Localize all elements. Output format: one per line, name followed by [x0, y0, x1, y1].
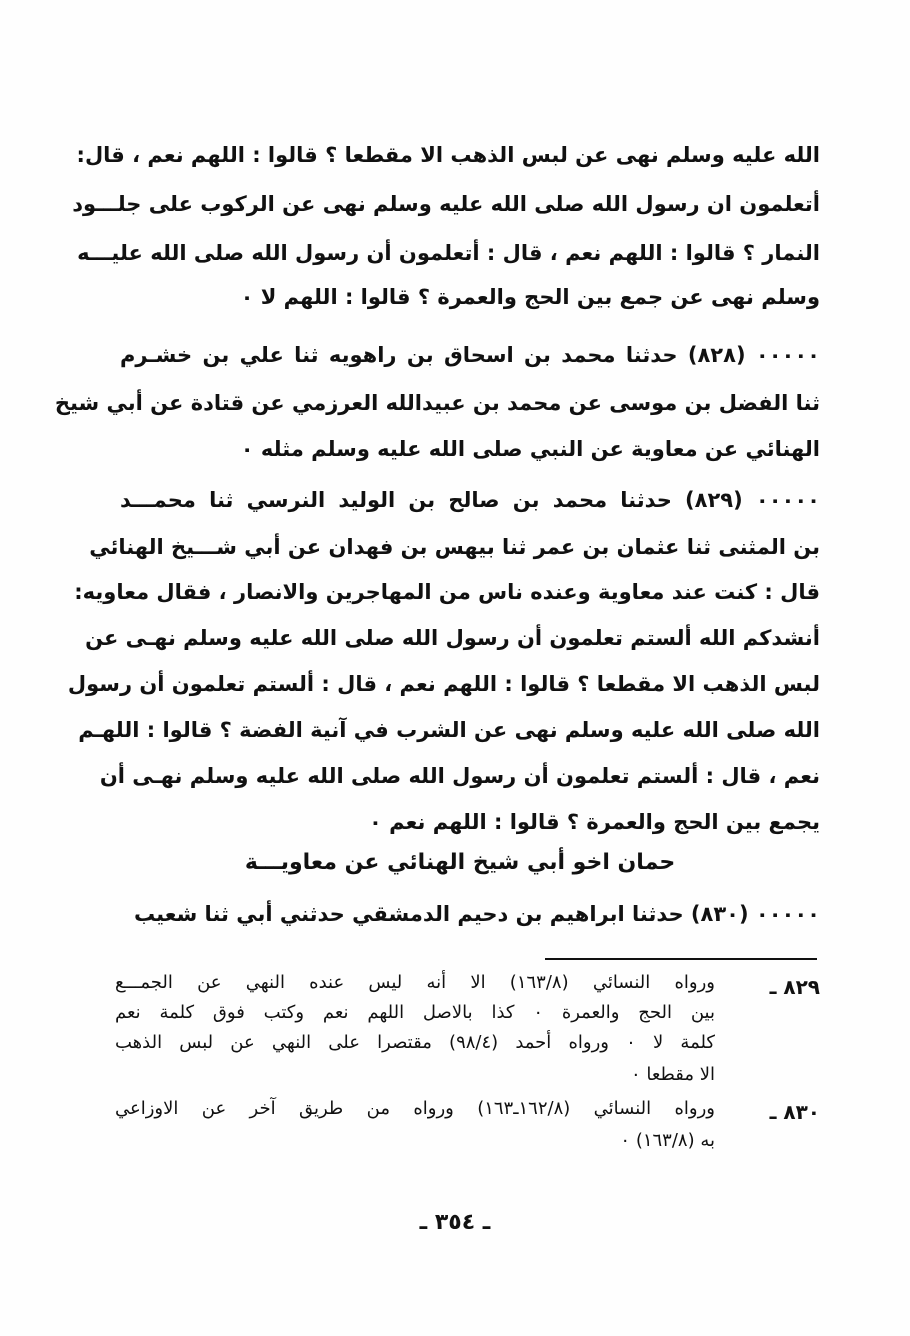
- body-line-4: وسلم نهى عن جمع بين الحج والعمرة ؟ قالوا : اللهم لا ٠: [240, 285, 820, 309]
- footnote-830-line-1: ورواه النسائي (١٦٢/٨ـ١٦٣) ورواه من طريق آخر عن الاوزاعي: [115, 1098, 715, 1119]
- footnote-829-number: ٨٢٩ ـ: [769, 975, 820, 999]
- hadith-828-line-1: ٠٠٠٠٠ (٨٢٨) حدثنا محمد بن اسحاق بن راهويه ثنا علي بن خشـرم: [120, 343, 820, 367]
- body-line-1: الله عليه وسلم نهى عن لبس الذهب الا مقطعا ؟ قالوا : اللهم نعم ، قال:: [76, 143, 820, 167]
- footnote-829-line-1: ورواه النسائي (١٦٣/٨) الا أنه ليس عنده النهي عن الجمـــع: [115, 972, 715, 993]
- hadith-828-line-3: الهنائي عن معاوية عن النبي صلى الله عليه وسلم مثله ٠: [240, 437, 820, 461]
- page-number: ـ ٣٥٤ ـ: [419, 1210, 491, 1235]
- footnote-830-number: ٨٣٠ ـ: [769, 1100, 820, 1124]
- hadith-829-line-4: أنشدكم الله ألستم تعلمون أن رسول الله صلى الله عليه وسلم نهـى عن: [85, 626, 820, 650]
- footnote-830-line-2: به (١٦٣/٨) ٠: [620, 1130, 715, 1151]
- hadith-829-line-3: قال : كنت عند معاوية وعنده ناس من المهاجرين والانصار ، فقال معاويه:: [74, 580, 820, 604]
- body-line-2: أتعلمون ان رسول الله صلى الله عليه وسلم نهى عن الركوب على جلـــود: [72, 192, 820, 216]
- hadith-828-line-2: ثنا الفضل بن موسى عن محمد بن عبيدالله العرزمي عن قتادة عن أبي شيخ: [54, 391, 820, 415]
- footnote-829-line-4: الا مقطعا ٠: [630, 1064, 715, 1085]
- hadith-829-line-6: الله صلى الله عليه وسلم نهى عن الشرب في آنية الفضة ؟ قالوا : اللهـم: [78, 718, 820, 742]
- hadith-829-line-8: يجمع بين الحج والعمرة ؟ قالوا : اللهم نعم ٠: [369, 810, 820, 834]
- hadith-829-line-7: نعم ، قال : ألستم تعلمون أن رسول الله صلى الله عليه وسلم نهـى أن: [99, 764, 820, 788]
- hadith-829-line-5: لبس الذهب الا مقطعا ؟ قالوا : اللهم نعم ، قال : ألستم تعلمون أن رسول: [67, 672, 820, 696]
- footnote-829-line-2: بين الحج والعمرة ٠ كذا بالاصل اللهم نعم وكتب فوق كلمة نعم: [115, 1002, 716, 1023]
- body-line-3: النمار ؟ قالوا : اللهم نعم ، قال : أتعلمون أن رسول الله صلى الله عليـــه: [77, 241, 820, 265]
- section-heading: حمان اخو أبي شيخ الهنائي عن معاويـــة: [244, 850, 676, 875]
- footnote-rule: [545, 958, 817, 960]
- hadith-829-line-2: بن المثنى ثنا عثمان بن عمر ثنا بيهس بن فهدان عن أبي شـــيخ الهنائي: [89, 535, 820, 559]
- footnote-829-line-3: كلمة لا ٠ ورواه أحمد (٩٨/٤) مقتصرا على النهي عن لبس الذهب: [115, 1032, 716, 1053]
- hadith-829-line-1: ٠٠٠٠٠ (٨٢٩) حدثنا محمد بن صالح بن الوليد النرسي ثنا محمـــد: [120, 488, 820, 512]
- hadith-830-line-1: ٠٠٠٠٠ (٨٣٠) حدثنا ابراهيم بن دحيم الدمشقي حدثني أبي ثنا شعيب: [133, 902, 820, 926]
